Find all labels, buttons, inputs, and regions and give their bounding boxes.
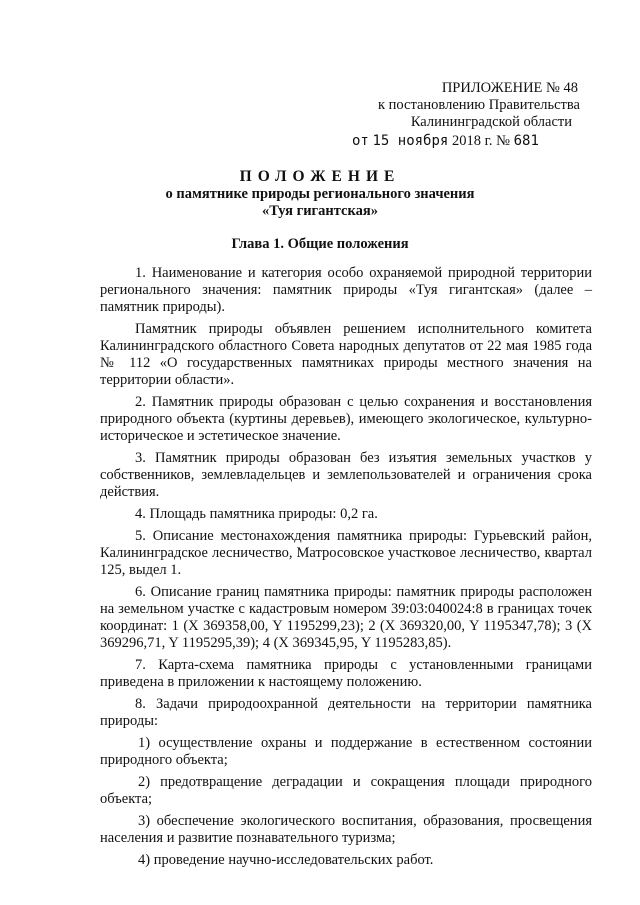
title-subtitle-1: о памятнике природы регионального значения [165, 186, 475, 202]
document-body [100, 265, 592, 874]
list-item: 1) осуществление охраны и поддержание в естественном состоянии природного объекта; [100, 735, 592, 768]
appendix-header [340, 80, 580, 150]
list-item: 2) предотвращение деградации и сокращения площади природного объекта; [100, 774, 592, 807]
paragraph: 6. Описание границ памятника природы: памятник природы расположен на земельном участке с кадастровым номером 39:03:040024:8 в границах точек координат: 1 (X 369358,00, Y 1195299,23); 2 (X 369320,00, Y 1195347,78); 3 (X 369296,71, Y 1195295,39); 4 (X 369345,95, Y 1195283,85). [100, 584, 592, 651]
list-item: 4) проведение научно-исследовательских работ. [138, 852, 434, 868]
appendix-date-line [340, 133, 580, 150]
paragraph: 8. Задачи природоохранной деятельности на территории памятника природы: [100, 696, 592, 729]
paragraph: 3. Памятник природы образован без изъятия земельных участков у собственников, землевладельцев и землепользователей и ограничения срока действия. [100, 450, 592, 500]
paragraph: 1. Наименование и категория особо охраняемой природной территории регионального значения: памятник природы «Туя гигантская» (далее – памятник природы). [100, 265, 592, 315]
chapter-heading: Глава 1. Общие положения [231, 236, 409, 252]
document-title [0, 168, 640, 220]
appendix-number: ПРИЛОЖЕНИЕ № 48 [441, 80, 578, 96]
appendix-resolution: к постановлению Правительства [378, 97, 580, 113]
date-day-month: 15 ноября [372, 133, 449, 149]
appendix-region: Калининградской области [410, 114, 572, 130]
list-item: 3) обеспечение экологического воспитания, образования, просвещения населения и развитие познавательного туризма; [100, 813, 592, 846]
paragraph: 4. Площадь памятника природы: 0,2 га. [135, 506, 378, 522]
date-year: 2018 г. № [451, 133, 510, 149]
document-number: 681 [513, 133, 539, 149]
paragraph: 7. Карта-схема памятника природы с установленными границами приведена в приложении к настоящему положению. [100, 657, 592, 690]
title-main: ПОЛОЖЕНИЕ [239, 168, 401, 185]
paragraph: 5. Описание местонахождения памятника природы: Гурьевский район, Калининградское лесничество, Матросовское участковое лесничество, квартал 125, выдел 1. [100, 528, 592, 578]
title-subtitle-2: «Туя гигантская» [262, 203, 378, 219]
paragraph: 2. Памятник природы образован с целью сохранения и восстановления природного объекта (куртины деревьев), имеющего экологическое, культурно-историческое и эстетическое значение. [100, 394, 592, 444]
paragraph: Памятник природы объявлен решением исполнительного комитета Калининградского областного Совета народных депутатов от 22 мая 1985 года № 112 «О государственных памятниках природы местного значения на территории области». [100, 321, 592, 388]
date-prefix: от [352, 133, 369, 149]
